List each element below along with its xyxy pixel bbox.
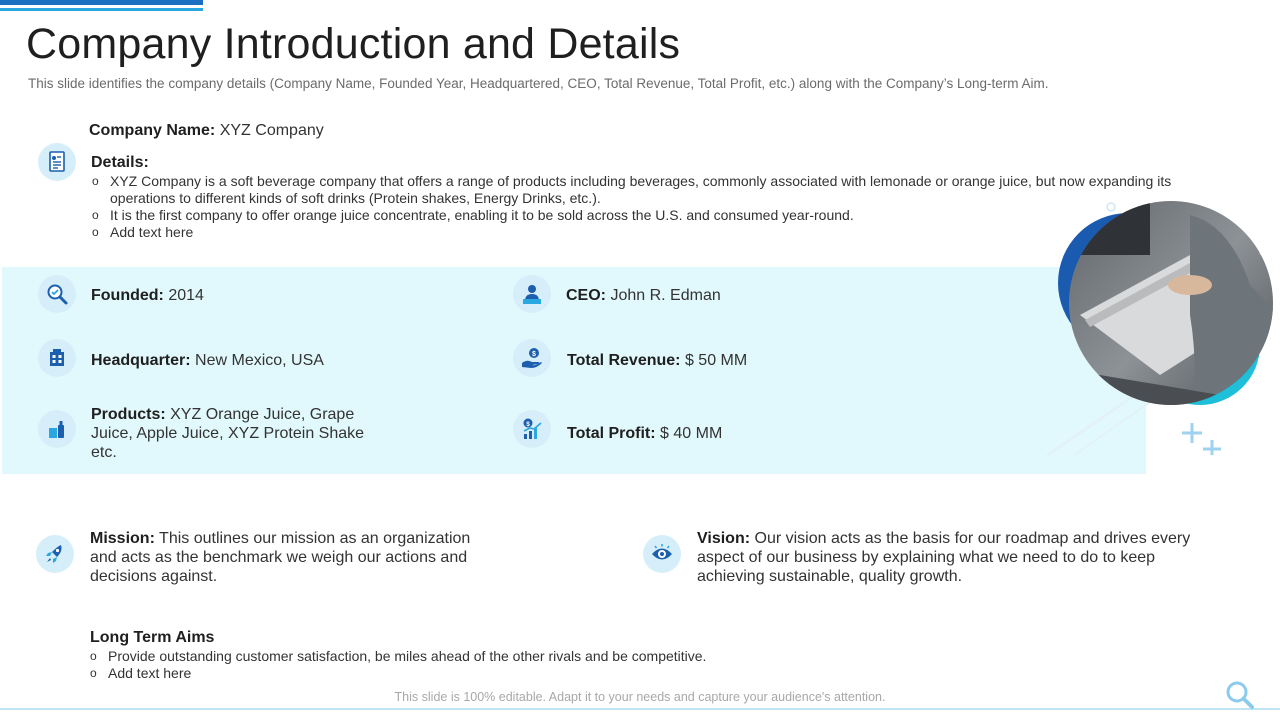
rocket-icon <box>36 535 74 573</box>
search-icon <box>1222 678 1256 712</box>
company-name-value: XYZ Company <box>219 122 324 139</box>
aims-item: o Provide outstanding customer satisfaction, be miles ahead of the other rivals and be competitive. <box>90 648 990 665</box>
founded-value: 2014 <box>168 287 204 304</box>
profit-label: Total Profit: <box>567 425 656 442</box>
ceo-fact <box>566 286 966 305</box>
profit-value: $ 40 MM <box>660 425 723 442</box>
revenue-hand-icon <box>513 339 551 377</box>
headquarter-fact <box>91 351 491 370</box>
long-term-aims-heading: Long Term Aims <box>90 629 215 646</box>
details-item: o XYZ Company is a soft beverage company that offers a range of products including beverages, commonly associated with lemonade or orange juice, but now expanding its operations to different kinds of soft drinks (Protein shakes, Energy Drinks, etc.). <box>92 173 1192 207</box>
profit-fact <box>567 424 967 443</box>
details-list <box>92 173 1192 241</box>
products-icon <box>38 410 76 448</box>
svg-text:$: $ <box>526 421 530 428</box>
mission-block <box>90 529 485 586</box>
eye-icon <box>643 535 681 573</box>
page-subtitle: This slide identifies the company details (Company Name, Founded Year, Headquartered, CEO, Total Revenue, Total Profit, etc.) along with the Company’s Long-term Aim. <box>28 76 1049 91</box>
mission-label: Mission: <box>90 530 155 547</box>
footer-note: This slide is 100% editable. Adapt it to your needs and capture your audience's attention. <box>394 690 886 704</box>
office-photo <box>1040 195 1280 455</box>
company-name-label: Company Name: <box>89 122 216 139</box>
revenue-value: $ 50 MM <box>684 352 748 369</box>
revenue-label: Total Revenue: <box>567 352 681 369</box>
ceo-icon <box>513 275 551 313</box>
revenue-fact <box>567 351 967 370</box>
founded-fact <box>91 286 491 305</box>
products-label: Products: <box>91 406 166 423</box>
document-icon <box>38 143 76 181</box>
bottom-divider <box>0 708 1280 710</box>
headquarter-label: Headquarter: <box>91 352 191 369</box>
details-item: o Add text here <box>92 224 1192 241</box>
mission-text: This outlines our mission as an organization and acts as the benchmark we weigh our actions and decisions against. <box>90 530 471 585</box>
long-term-aims-list <box>90 648 990 682</box>
ceo-label: CEO: <box>566 287 606 304</box>
magnifier-icon <box>38 275 76 313</box>
building-icon <box>38 339 76 377</box>
vision-block <box>697 529 1207 586</box>
company-name <box>89 122 324 140</box>
products-fact <box>91 405 381 462</box>
svg-text:$: $ <box>532 351 536 358</box>
page-title: Company Introduction and Details <box>26 20 681 68</box>
vision-text: Our vision acts as the basis for our roadmap and drives every aspect of our business by explaining what we need to do to keep achieving sustainable, quality growth. <box>697 530 1191 585</box>
vision-label: Vision: <box>697 530 751 547</box>
products-value: XYZ Orange Juice, Grape Juice, Apple Juice, XYZ Protein Shake etc. <box>91 406 365 461</box>
founded-label: Founded: <box>91 287 164 304</box>
top-accent-bar-thin <box>0 8 203 11</box>
details-item: o It is the first company to offer orange juice concentrate, enabling it to be sold across the U.S. and consumed year-round. <box>92 207 1192 224</box>
profit-chart-icon <box>513 410 551 448</box>
top-accent-bar <box>0 0 203 5</box>
aims-item: o Add text here <box>90 665 990 682</box>
ceo-value: John R. Edman <box>610 287 721 304</box>
details-heading: Details: <box>91 154 149 171</box>
headquarter-value: New Mexico, USA <box>195 352 324 369</box>
